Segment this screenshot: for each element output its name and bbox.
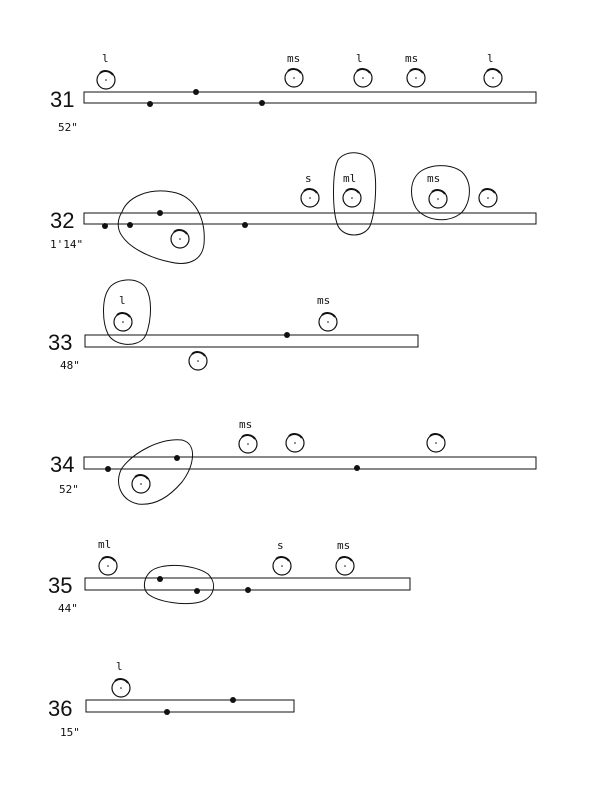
event-dot [194,588,200,594]
sound-circle [273,539,291,575]
sound-circle [114,294,132,331]
event-dot [193,89,199,95]
event-dot [354,465,360,471]
event-dot [230,697,236,703]
sound-circle [317,294,337,331]
sound-circle [286,434,304,452]
circle-label: ml [343,172,357,185]
circle-label: l [102,52,109,65]
event-dot [102,223,108,229]
system-34 [50,418,536,504]
sound-circle [336,539,354,575]
staff-bar [84,92,536,103]
system-duration: 52" [59,483,79,496]
system-number: 33 [48,330,73,355]
grouping-cloud [412,166,470,220]
sound-circle [239,418,257,453]
circle-label: s [277,539,284,552]
sound-circle [285,52,303,87]
system-31 [50,52,536,134]
sound-circle [427,172,447,208]
sound-circle [98,538,117,575]
sound-circle [97,52,115,89]
grouping-cloud [334,153,376,235]
sound-circle [132,475,150,493]
staff-bar [85,335,418,347]
event-dot [147,101,153,107]
event-dot [245,587,251,593]
grouping-cloud [144,565,213,603]
event-dot [242,222,248,228]
system-number: 31 [50,87,75,112]
circle-label: ml [98,538,112,551]
system-36 [48,660,294,739]
event-dot [127,222,133,228]
system-number: 32 [50,208,75,233]
staff-bar [86,700,294,712]
event-dot [157,576,163,582]
circle-label: l [119,294,126,307]
system-duration: 52" [58,121,78,134]
circle-label: l [356,52,363,65]
circle-label: s [305,172,312,185]
staff-bar [84,213,536,224]
event-dot [174,455,180,461]
circle-label: ms [239,418,253,431]
sound-circle [405,52,425,87]
system-number: 34 [50,452,75,477]
staff-bar [84,457,536,469]
circle-label: ms [427,172,441,185]
event-dot [259,100,265,106]
system-number: 35 [48,573,73,598]
event-dot [284,332,290,338]
sound-circle [343,172,361,207]
sound-circle [171,230,189,248]
circle-label: ms [337,539,351,552]
sound-circle [484,52,502,87]
circle-label: ms [317,294,331,307]
event-dot [157,210,163,216]
system-35 [48,538,410,615]
grouping-cloud [119,440,193,504]
sound-circle [189,352,207,370]
event-dot [105,466,111,472]
circle-label: l [116,660,123,673]
system-number: 36 [48,696,73,721]
sound-circle [479,189,497,207]
circle-label: ms [287,52,301,65]
sound-circle [427,434,445,452]
system-duration: 44" [58,602,78,615]
sound-circle [301,172,319,207]
circle-label: l [487,52,494,65]
sound-circle [112,660,130,697]
sound-circle [354,52,372,87]
circle-label: ms [405,52,419,65]
system-duration: 1'14" [50,238,84,251]
system-duration: 15" [60,726,80,739]
system-33 [48,280,418,372]
system-duration: 48" [60,359,80,372]
system-32 [50,153,536,264]
event-dot [164,709,170,715]
